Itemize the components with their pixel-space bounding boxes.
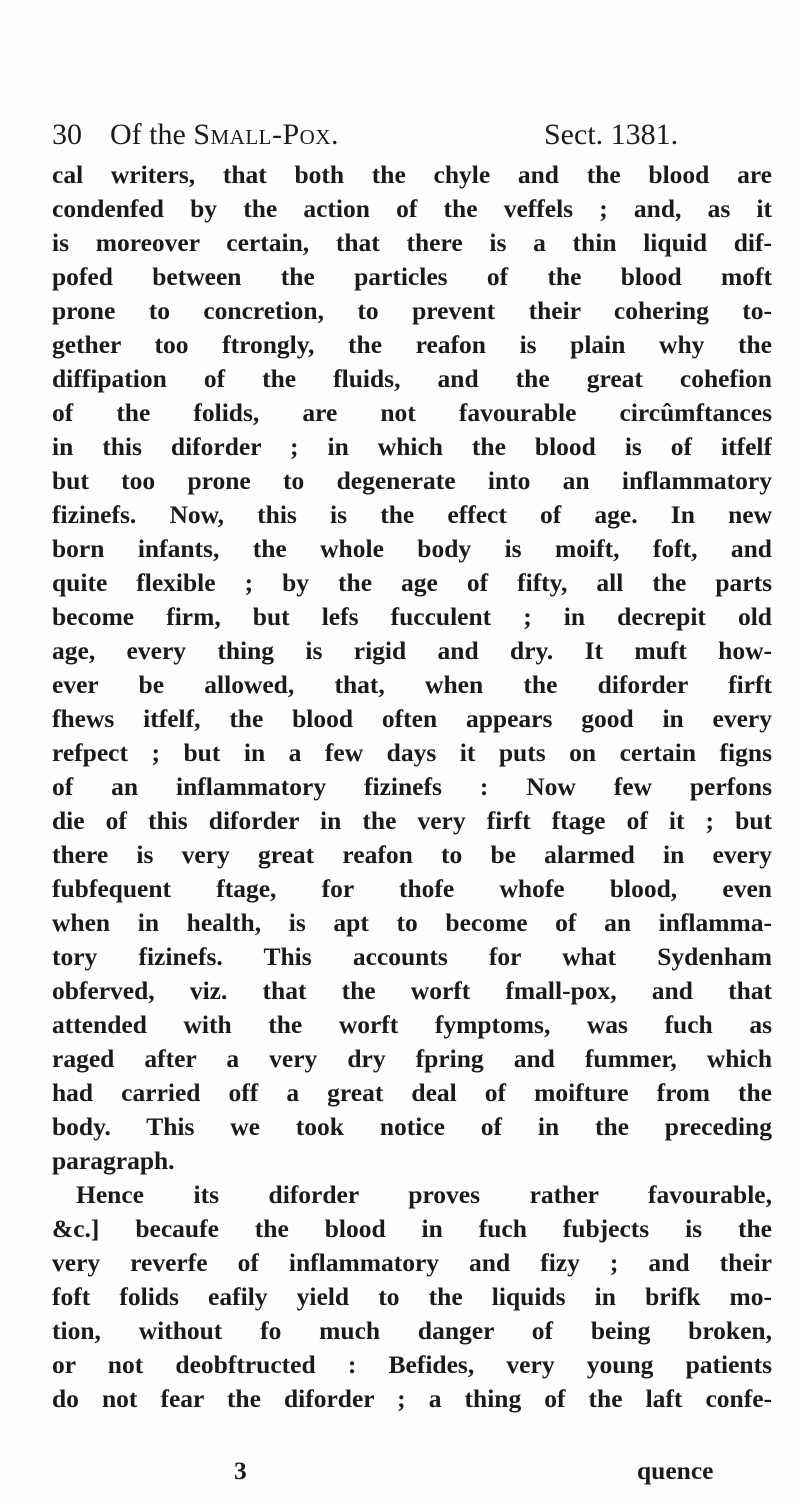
text-line: obferved, viz. that the worft fmall-pox, and that: [52, 976, 772, 1005]
text-line: tory fizinefs. This accounts for what Sydenham: [52, 942, 772, 971]
text-line: ever be allowed, that, when the diforder firft: [52, 670, 772, 699]
running-head: [52, 112, 772, 158]
text-line: raged after a very dry fpring and fummer, which: [52, 1044, 772, 1073]
text-line: refpect ; but in a few days it puts on certain figns: [52, 738, 772, 767]
text-line: of an inflammatory fizinefs : Now few perfons: [52, 772, 772, 801]
text-line: when in health, is apt to become of an inflamma-: [52, 908, 772, 937]
text-line: paragraph.: [52, 1146, 175, 1175]
text-line: diffipation of the fluids, and the great cohefion: [52, 364, 772, 393]
section-number: Sect. 1381.: [544, 118, 679, 151]
text-line: fizinefs. Now, this is the effect of age. In new: [52, 500, 772, 529]
text-line: prone to concretion, to prevent their cohering to-: [52, 296, 772, 325]
text-line: age, every thing is rigid and dry. It muft how-: [52, 636, 772, 665]
text-line: in this diforder ; in which the blood is of itfelf: [52, 432, 772, 461]
text-line: die of this diforder in the very firft ftage of it ; but: [52, 806, 772, 835]
text-line: of the folids, are not favourable circûmftances: [52, 398, 772, 427]
page-number: 30: [52, 118, 82, 151]
catchword: quence: [637, 1456, 714, 1485]
text-line: body. This we took notice of in the preceding: [52, 1112, 772, 1141]
text-line: do not fear the diforder ; a thing of the laft confe-: [52, 1384, 772, 1413]
text-line: tion, without fo much danger of being broken,: [52, 1316, 772, 1345]
catchline: [52, 1454, 772, 1488]
text-line: there is very great reafon to be alarmed in every: [52, 840, 772, 869]
text-line: become firm, but lefs fucculent ; in decrepit old: [52, 602, 772, 631]
text-line: fhews itfelf, the blood often appears good in every: [52, 704, 772, 733]
running-title-caps: Small-Pox.: [193, 118, 339, 151]
text-line: foft folids eafily yield to the liquids in brifk mo-: [52, 1282, 772, 1311]
text-line: is moreover certain, that there is a thin liquid dif-: [52, 228, 772, 257]
text-line: &c.] becaufe the blood in fuch fubjects is the: [52, 1214, 772, 1243]
text-line: very reverfe of inflammatory and fizy ; and their: [52, 1248, 772, 1277]
text-line: had carried off a great deal of moifture from the: [52, 1078, 772, 1107]
text-line: attended with the worft fymptoms, was fuch as: [52, 1010, 772, 1039]
text-line: fubfequent ftage, for thofe whofe blood, even: [52, 874, 772, 903]
text-line: or not deobftructed : Befides, very young patients: [52, 1350, 772, 1379]
body-text: [52, 158, 772, 1416]
signature-mark: 3: [234, 1456, 247, 1485]
text-line: quite flexible ; by the age of fifty, all the parts: [52, 568, 772, 597]
text-line: gether too ftrongly, the reafon is plain why the: [52, 330, 772, 359]
paragraph-start-line: Hence its diforder proves rather favourable,: [76, 1180, 772, 1209]
running-title: [110, 112, 339, 158]
text-line: but too prone to degenerate into an inflammatory: [52, 466, 772, 495]
text-line: condenfed by the action of the veffels ; and, as it: [52, 194, 772, 223]
running-title-prefix: Of the: [110, 118, 194, 151]
text-line: cal writers, that both the chyle and the blood are: [52, 160, 772, 189]
text-line: born infants, the whole body is moift, foft, and: [52, 534, 772, 563]
text-line: pofed between the particles of the blood moft: [52, 262, 772, 291]
